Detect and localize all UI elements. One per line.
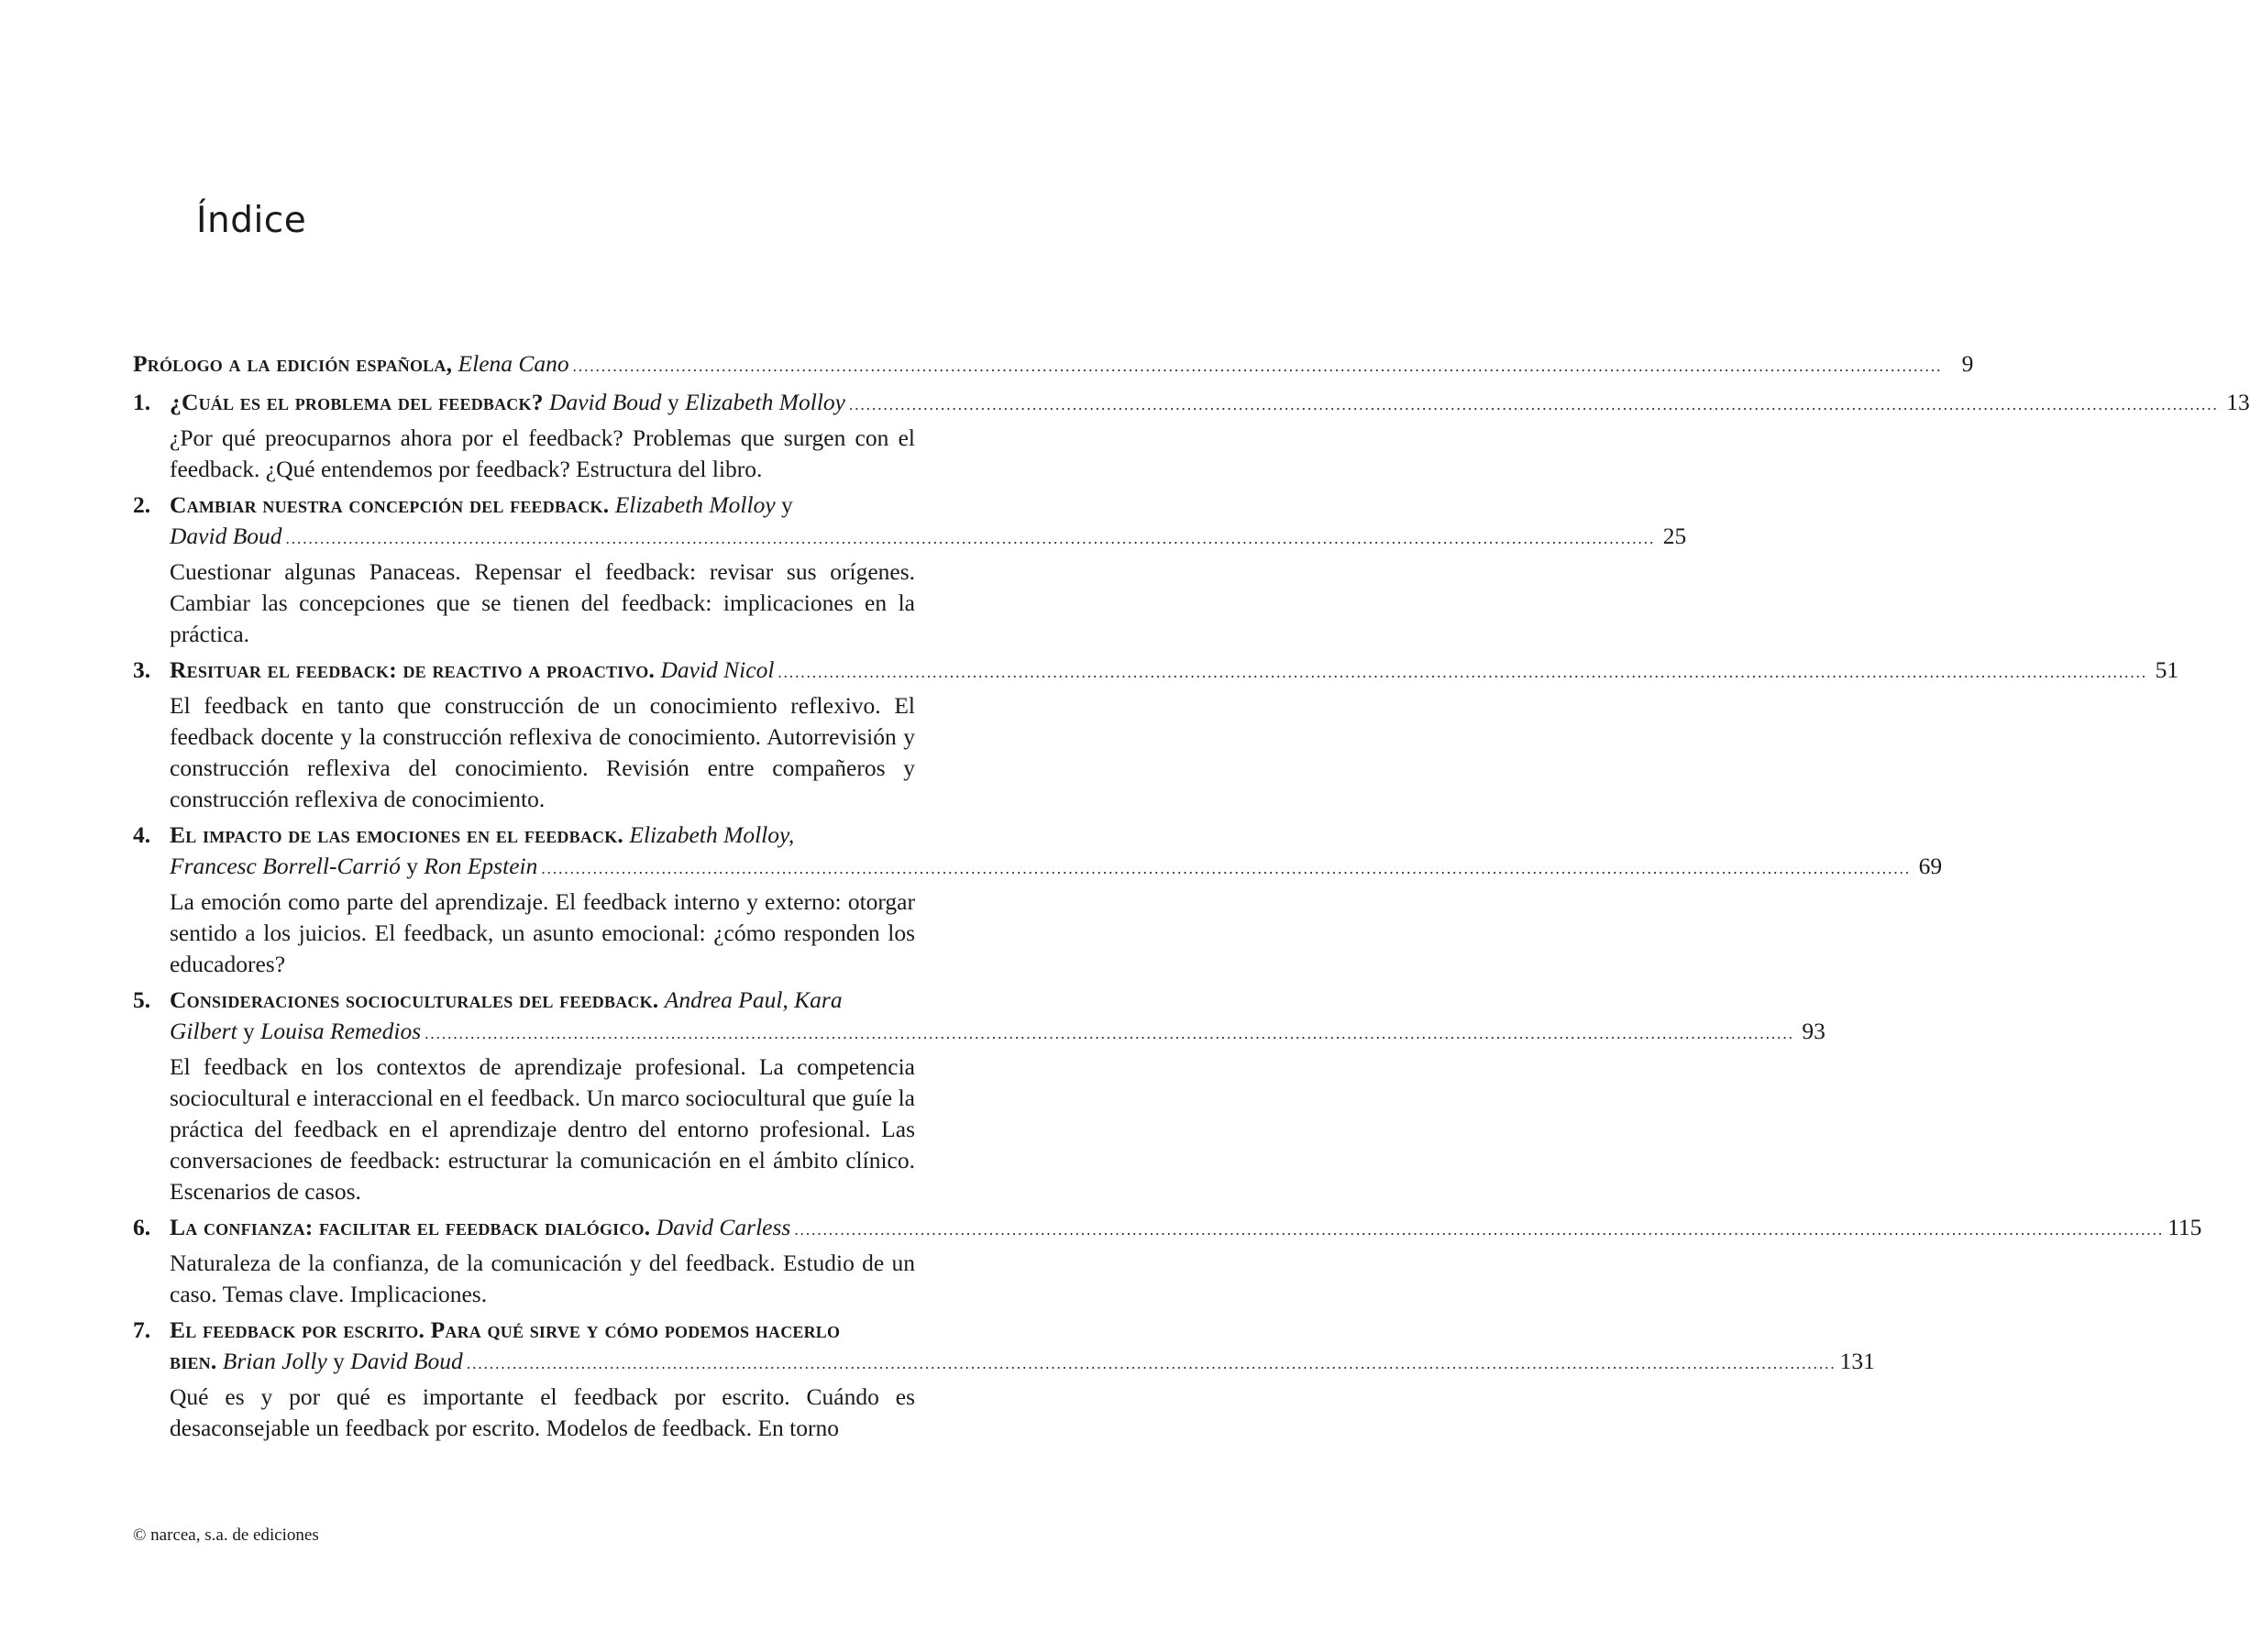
toc-entry-3 [133,655,2179,815]
leader-dots [794,1215,2164,1246]
entry-author: Brian Jolly [222,1348,327,1374]
entry-number: 6. [133,1214,151,1240]
entry-heading: El impacto de las emociones en el feedback. [170,821,624,848]
entry-number: 1. [133,389,151,415]
entry-conjunction: y [406,853,419,879]
entry-heading: Cambiar nuestra concepción del feedback. [170,491,610,518]
entry-conjunction: y [781,491,793,518]
entry-author: Francesc Borrell-Carrió [170,853,401,879]
page-title: Índice [196,200,307,241]
entry-author: Elizabeth Molloy [685,389,845,415]
entry-heading: La confianza: facilitar el feedback dialógico. [170,1214,651,1240]
entry-author: Ron Epstein [424,853,538,879]
entry-page: 93 [1802,1018,1825,1044]
entry-author: Elizabeth Molloy, [629,821,795,848]
entry-author: David Nicol [660,656,775,683]
toc-entry-1 [133,387,2250,485]
entry-number: 3. [133,656,151,683]
entry-author: Louisa Remedios [260,1018,422,1044]
entry-page: 9 [1961,350,1974,377]
entry-author: Elizabeth Molloy [614,491,776,518]
toc-entry-4 [133,820,1943,980]
entry-author: David Boud [170,523,282,549]
entry-number: 7. [133,1316,151,1343]
entry-author: David Boud [549,389,662,415]
leader-dots [425,1019,1794,1050]
entry-description: El feedback en los contextos de aprendizaje profesional. La competencia sociocultural e interaccional en el feedback. Un marco sociocultural que guíe la práctica del feedback en el aprendizaje dentro del entorno profesional. Las conversaciones de feedback: estructurar la comunicación en el ámbito clínico. Escenarios de casos. [170,1053,915,1205]
entry-number: 2. [133,491,151,518]
entry-page: 51 [2155,656,2179,683]
entry-page: 13 [2226,389,2250,415]
entry-author: Elena Cano [458,350,569,377]
entry-heading: ¿Cuál es el problema del feedback? [170,389,544,415]
entry-number: 4. [133,821,151,848]
entry-page: 69 [1918,853,1943,879]
entry-heading: El feedback por escrito. Para qué sirve y cómo podemos hacerlo [170,1316,841,1343]
leader-dots [286,523,1656,555]
toc-entry-prologo [133,348,1974,382]
toc-entry-7 [133,1315,1875,1444]
entry-page: 131 [1839,1348,1875,1374]
entry-page: 115 [2167,1214,2202,1240]
entry-description: ¿Por qué preocuparnos ahora por el feedback? Problemas que surgen con el feedback. ¿Qué entendemos por feedback? Estructura del libro. [170,424,915,482]
entry-author: David Boud [350,1348,463,1374]
leader-dots [541,854,1911,885]
entry-author: David Carless [656,1214,791,1240]
toc-entry-2 [133,490,1687,650]
entry-conjunction: y [243,1018,255,1044]
leader-dots [849,390,2219,421]
entry-author: Andrea Paul, Kara [664,986,843,1013]
toc-entry-5 [133,985,1825,1207]
entry-heading: Consideraciones socioculturales del feedback. [170,986,659,1013]
table-of-contents [133,348,2250,1448]
entry-description: Cuestionar algunas Panaceas. Repensar el feedback: revisar sus orígenes. Cambiar las concepciones que se tienen del feedback: implicaciones en la práctica. [170,558,915,647]
entry-conjunction: y [667,389,679,415]
entry-description: Qué es y por qué es importante el feedback por escrito. Cuándo es desaconsejable un feedback por escrito. Modelos de feedback. En torno [170,1383,915,1441]
entry-description: El feedback en tanto que construcción de un conocimiento reflexivo. El feedback docente y la construcción reflexiva de conocimiento. Autorrevisión y construcción reflexiva del conocimiento. Revisión entre compañeros y construcción reflexiva de conocimiento. [170,692,915,812]
entry-heading: Prólogo a la edición española, [133,350,453,377]
entry-page: 25 [1662,523,1687,549]
entry-heading: bien. [170,1348,217,1374]
entry-author: Gilbert [170,1018,237,1044]
entry-number: 5. [133,986,151,1013]
entry-conjunction: y [333,1348,345,1374]
entry-description: Naturaleza de la confianza, de la comunicación y del feedback. Estudio de un caso. Temas clave. Implicaciones. [170,1250,915,1307]
toc-entry-6 [133,1212,2202,1310]
leader-dots [573,351,1943,382]
entry-heading: Resituar el feedback: de reactivo a proactivo. [170,656,656,683]
entry-description: La emoción como parte del aprendizaje. El feedback interno y externo: otorgar sentido a los juicios. El feedback, un asunto emocional: ¿cómo responden los educadores? [170,888,915,977]
leader-dots [467,1349,1836,1380]
copyright-footer: © narcea, s.a. de ediciones [133,1525,319,1545]
leader-dots [778,657,2147,688]
